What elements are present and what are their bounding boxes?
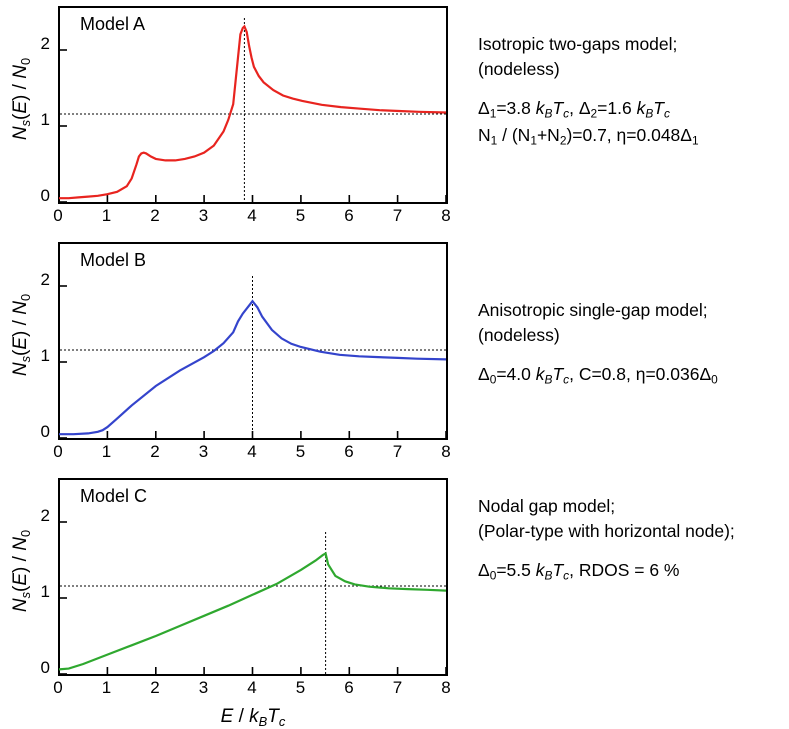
description-c: Nodal gap model; (Polar-type with horizontal node); $\Delta_0=5.5$ $k_BT_c$, RDOS = 6 % [478,494,735,585]
panel-model-c [0,472,789,728]
plot-area-a [58,6,448,204]
description-b-line4: $\Delta_0=4.0$ $k_BT_c$, C=0.8, $\eta=0.036\Delta_0$ [478,363,718,387]
y-tick-labels-c: 0 1 2 [40,506,50,677]
y-tick-labels-b: 0 1 2 [40,270,50,441]
y-tick-labels-a: 0 1 2 [40,34,50,205]
description-a-line5: $N_1 / (N_1+N_2)=0.7$, $\eta=0.048\Delta_1$ [478,124,699,148]
panel-label-b: Model B [80,250,147,270]
plot-area-c [58,478,448,676]
x-tick-labels-a: 0 1 2 3 4 5 6 7 8 [53,206,451,225]
plot-svg-c [58,478,448,676]
plot-area-b [58,242,448,440]
plot-svg-a [58,6,448,204]
panel-model-a [0,0,789,228]
panel-label-a: Model A [80,14,146,34]
description-c-line4: $\Delta_0=5.5$ $k_BT_c$, RDOS = 6 % [478,559,680,583]
x-axis-title: E / $k_BT_c$ [220,706,286,729]
y-axis-label-a: $N_s(E) / N_0$ [10,57,33,141]
plot-svg-b [58,242,448,440]
panel-model-b [0,236,789,464]
x-tick-labels-b: 0 1 2 3 4 5 6 7 8 [53,442,451,461]
description-a-line4: $\Delta_1=3.8$ $k_BT_c$, $\Delta_2=1.6$ $k_BT_c$ [478,97,670,121]
panel-label-c: Model C [80,486,148,506]
description-a: Isotropic two-gaps model; (nodeless) $\Delta_1=3.8$ $k_BT_c$, $\Delta_2=1.6$ $k_BT_c$ $N_1 / (N_1+N_2)=0.7$, $\eta=0.048\Delta_1$ [478,32,699,149]
y-axis-label-b: $N_s(E) / N_0$ [10,293,33,377]
description-b: Anisotropic single-gap model; (nodeless) $\Delta_0=4.0$ $k_BT_c$, C=0.8, $\eta=0.036\Delta_0$ [478,298,718,389]
y-axis-label-c: $N_s(E) / N_0$ [10,529,33,613]
x-tick-labels-c: 0 1 2 3 4 5 6 7 8 [53,678,451,697]
